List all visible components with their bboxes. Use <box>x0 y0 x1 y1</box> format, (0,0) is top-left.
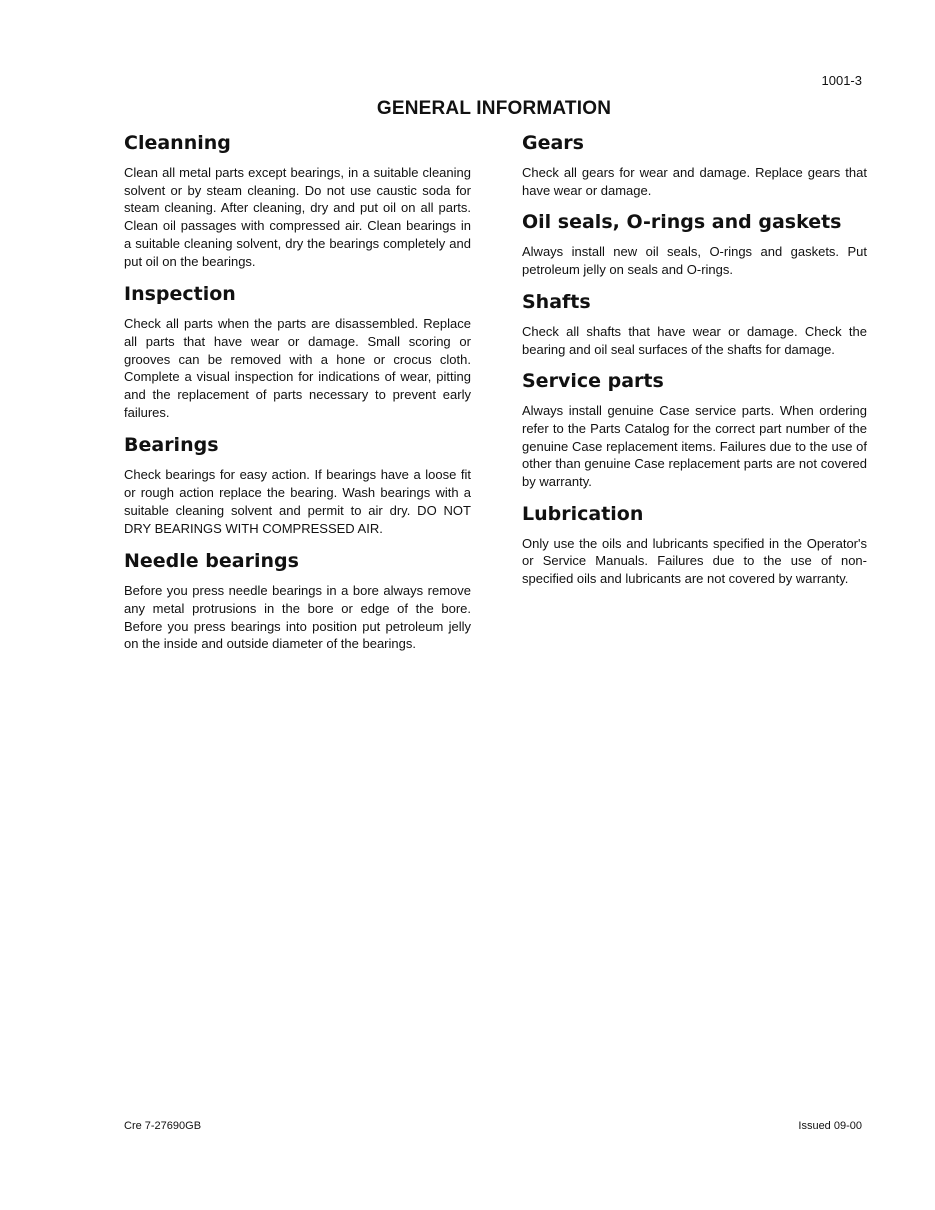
section-oil-seals <box>522 209 867 278</box>
section-needle-bearings <box>124 548 471 653</box>
page-title: GENERAL INFORMATION <box>376 98 612 119</box>
section-heading: Service parts <box>522 370 664 393</box>
footer-issued-date: Issued 09-00 <box>798 1120 862 1132</box>
section-heading: Oil seals, O-rings and gaskets <box>522 211 842 234</box>
section-heading: Cleanning <box>124 132 231 154</box>
left-column <box>124 130 471 653</box>
section-body: Only use the oils and lubricants specified in the Operator's or Service Manuals. Failures due to the use of non-specified oils and lubricants are not covered by warranty. <box>522 535 867 587</box>
section-body: Check bearings for easy action. If bearings have a loose fit or rough action replace the bearing. Wash bearings with a suitable cleaning solvent and permit to air dry. DO NOT DRY BEARINGS WITH COMPRESSED AIR. <box>124 467 471 536</box>
section-heading: Bearings <box>124 434 219 457</box>
section-heading: Shafts <box>522 290 591 313</box>
section-body: Always install new oil seals, O-rings and gaskets. Put petroleum jelly on seals and O-rings. <box>522 244 867 278</box>
section-inspection <box>124 281 471 421</box>
section-heading: Gears <box>522 132 584 154</box>
section-body: Check all gears for wear and damage. Replace gears that have wear or damage. <box>522 165 867 198</box>
section-heading: Lubrication <box>522 502 644 525</box>
section-cleaning <box>124 130 471 270</box>
footer-doc-code: Cre 7-27690GB <box>124 1120 202 1132</box>
section-bearings <box>124 432 471 537</box>
section-service-parts <box>522 368 867 491</box>
section-body: Before you press needle bearings in a bore always remove any metal protrusions in the bore or edge of the bore. Before you press bearings into position put petroleum jelly on the inside and outside diameter of the bearings. <box>124 583 471 652</box>
right-column <box>522 130 867 588</box>
page-number: 1001-3 <box>821 73 862 88</box>
section-body: Check all parts when the parts are disassembled. Replace all parts that have wear or damage. Small scoring or grooves can be removed with a hone or crocus cloth. Complete a visual inspection for indications of wear, pitting and the replacement of parts necessary to prevent early failures. <box>124 316 471 420</box>
section-body: Check all shafts that have wear or damage. Check the bearing and oil seal surfaces of the shafts for damage. <box>522 323 867 357</box>
section-gears <box>522 130 867 199</box>
section-heading: Needle bearings <box>124 550 299 573</box>
section-shafts <box>522 289 867 358</box>
section-body: Clean all metal parts except bearings, in a suitable cleaning solvent or by steam cleaning. Do not use caustic soda for steam cleaning. After cleaning, dry and put oil on all parts. Clean oil passages with compressed air. Clean bearings in a suitable cleaning solvent, dry the bearings completely and put oil on the bearings. <box>124 165 471 269</box>
section-body: Always install genuine Case service parts. When ordering refer to the Parts Catalog for the correct part number of the genuine Case replacement items. Failures due to the use of other than genuine Case replacement parts are not covered by warranty. <box>522 403 867 490</box>
section-heading: Inspection <box>124 283 236 306</box>
section-lubrication <box>522 501 867 588</box>
